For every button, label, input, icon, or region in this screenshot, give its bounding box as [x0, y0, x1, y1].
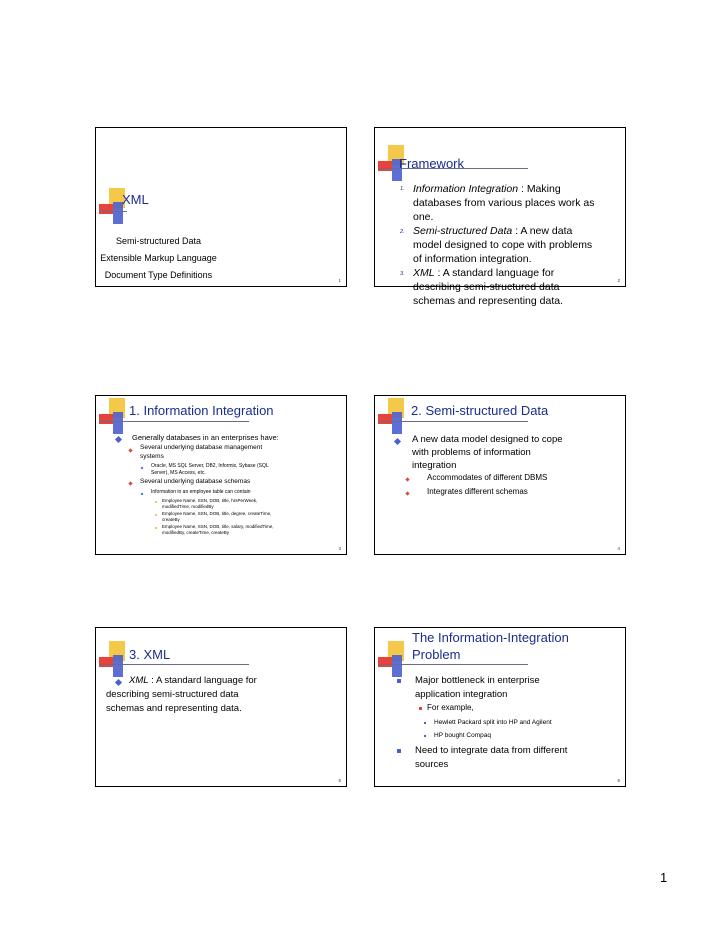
slide-number: 1 — [338, 278, 341, 283]
square-bullet-icon — [155, 514, 157, 516]
bullet-text: modifiedBy, createTime, createBy — [162, 530, 230, 535]
slide-number: 3 — [338, 546, 341, 551]
slide-1 — [95, 127, 347, 287]
slide-decoration — [378, 641, 414, 677]
framework-item-1: Information Integration : Making — [413, 183, 561, 195]
slide-title: 3. XML — [129, 647, 171, 662]
item-number: 3. — [400, 271, 405, 277]
slide-number: 2 — [617, 278, 620, 283]
bullet-text: Generally databases in an enterprises have: — [132, 433, 279, 442]
square-bullet-icon — [397, 749, 401, 753]
slide-3 — [95, 395, 347, 555]
subtitle-line: Extensible Markup Language — [100, 253, 217, 263]
framework-item-1-line2: databases from various places work as — [413, 197, 595, 209]
bullet-text: HP bought Compaq — [434, 732, 491, 739]
slide-number: 6 — [617, 778, 620, 783]
square-bullet-icon — [397, 679, 401, 683]
diamond-bullet-icon — [141, 493, 144, 496]
bullet-text: integration — [412, 460, 457, 471]
framework-item-3-line3: schemas and representing data. — [413, 295, 564, 307]
diamond-bullet-icon — [141, 467, 144, 470]
bullet-text: systems — [140, 453, 164, 460]
bullet-text: For example, — [427, 703, 474, 712]
bullet-text: Employee Name, SSN, DOB, title, salary, modifiedTime, — [162, 524, 274, 529]
slide-2 — [374, 127, 626, 307]
slide-decoration — [378, 398, 414, 434]
page-number: 1 — [660, 870, 668, 885]
framework-item-1-line3: one. — [413, 211, 434, 223]
diamond-bullet-icon — [405, 477, 409, 481]
slide-5 — [95, 627, 347, 787]
subtitle-line: Document Type Definitions — [104, 270, 213, 280]
framework-item-3-line2: describing semi-structured data — [413, 281, 560, 293]
slide-title: 1. Information Integration — [129, 403, 274, 418]
bullet-text: Oracle, MS SQL Server, DB2, Informix, Sybase (SQL — [151, 463, 269, 469]
slide-title: 2. Semi-structured Data — [411, 403, 549, 418]
subtitle-line: Semi-structured Data — [115, 236, 202, 246]
slide-number: 5 — [338, 778, 341, 783]
bullet-text: XML : A standard language for — [129, 675, 257, 686]
diamond-bullet-icon — [128, 448, 132, 452]
bullet-text: modifiedTime, modifiedBy — [162, 504, 214, 509]
framework-item-2-line2: model designed to cope with problems — [413, 239, 593, 251]
bullet-text: createBy — [162, 517, 180, 522]
slide-title: XML — [122, 192, 149, 207]
square-bullet-icon — [419, 707, 422, 710]
square-bullet-icon — [424, 722, 426, 724]
bullet-text: Accommodates of different DBMS — [427, 473, 548, 482]
bullet-text: Employee Name, SSN, DOB, title, hrsPerWeek, — [162, 498, 258, 503]
diamond-bullet-icon — [115, 436, 122, 443]
slide-number: 4 — [617, 546, 620, 551]
slide-title: Framework — [399, 156, 465, 171]
item-number: 1. — [400, 186, 405, 192]
bullet-text: Integrates different schemas — [427, 487, 528, 496]
bullet-text: Several underlying database management — [140, 444, 263, 451]
bullet-text: Employee Name, SSN, DOB, title, degree, createTime, — [162, 511, 272, 516]
item-number: 2. — [400, 229, 405, 235]
bullet-text: Major bottleneck in enterprise — [415, 675, 540, 686]
framework-item-2-line3: of information integration. — [413, 253, 532, 265]
bullet-text: describing semi-structured data — [106, 689, 239, 700]
diamond-bullet-icon — [394, 438, 401, 445]
bullet-text: with problems of information — [412, 447, 531, 458]
bullet-text: Need to integrate data from different — [415, 745, 568, 756]
bullet-text: application integration — [415, 689, 508, 700]
diamond-bullet-icon — [405, 491, 409, 495]
square-bullet-icon — [424, 735, 426, 737]
diamond-bullet-icon — [128, 481, 132, 485]
bullet-text: Several underlying database schemas — [140, 478, 251, 485]
slide-6 — [374, 627, 626, 787]
framework-item-2: Semi-structured Data : A new data — [413, 225, 573, 237]
diamond-bullet-icon — [115, 679, 122, 686]
square-bullet-icon — [155, 501, 157, 503]
bullet-text: sources — [415, 759, 449, 770]
bullet-text: Information in an employee table can contain — [151, 489, 251, 495]
slide-title: The Information-Integration — [412, 630, 569, 645]
bullet-text: Server), MS Access, etc. — [151, 470, 206, 476]
slide-title: Problem — [412, 647, 461, 662]
bullet-text: A new data model designed to cope — [412, 434, 563, 445]
square-bullet-icon — [155, 527, 157, 529]
slide-4 — [374, 395, 626, 555]
framework-item-3: XML : A standard language for — [413, 267, 555, 279]
bullet-text: schemas and representing data. — [106, 703, 242, 714]
bullet-text: Hewlett Packard split into HP and Agilent — [434, 719, 552, 726]
